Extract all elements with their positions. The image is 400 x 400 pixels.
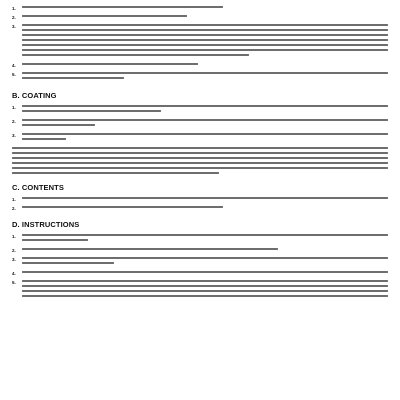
item-text <box>22 257 388 267</box>
item-number: 3. <box>12 132 16 138</box>
item-number: 2. <box>12 206 16 212</box>
item-number: 2. <box>12 15 16 20</box>
section-a <box>12 6 388 82</box>
item-text <box>22 63 388 68</box>
item-number: 1. <box>12 6 16 11</box>
item-text <box>22 234 388 244</box>
list-item <box>12 257 388 267</box>
list-item <box>12 234 388 244</box>
list-item <box>12 248 388 253</box>
list-item <box>12 15 388 20</box>
item-number: 5. <box>12 280 16 286</box>
item-text <box>22 119 388 129</box>
item-number: 2. <box>12 118 16 124</box>
item-number: 4. <box>12 62 16 68</box>
item-number: 1. <box>12 197 16 203</box>
section-b <box>12 91 388 174</box>
item-number: 2. <box>12 248 16 254</box>
item-text <box>22 280 388 300</box>
item-text <box>22 271 388 276</box>
item-number: 1. <box>12 234 16 240</box>
paragraph <box>12 147 388 174</box>
section-d <box>12 220 388 300</box>
list-item <box>12 63 388 68</box>
list-item <box>12 206 388 211</box>
list-item <box>12 6 388 11</box>
list-item <box>12 24 388 59</box>
item-number: 1. <box>12 104 16 110</box>
list-item <box>12 133 388 143</box>
item-number: 5. <box>12 71 16 77</box>
item-text <box>22 206 388 211</box>
item-text <box>22 133 388 143</box>
item-number: 3. <box>12 257 16 263</box>
item-number: 3. <box>12 24 16 29</box>
item-number: 4. <box>12 271 16 277</box>
item-text <box>22 197 388 202</box>
list-item <box>12 197 388 202</box>
item-text <box>22 105 388 115</box>
list-item <box>12 271 388 276</box>
item-text <box>22 24 388 59</box>
item-text <box>22 15 388 20</box>
section-c <box>12 183 388 211</box>
item-text <box>22 248 388 253</box>
section-heading: B. COATING <box>12 90 57 100</box>
item-text <box>22 72 388 82</box>
section-heading: C. CONTENTS <box>12 183 64 193</box>
list-item <box>12 72 388 82</box>
list-item <box>12 280 388 300</box>
list-item <box>12 105 388 115</box>
list-item <box>12 119 388 129</box>
section-heading: D. INSTRUCTIONS <box>12 220 80 230</box>
item-text <box>22 6 388 11</box>
